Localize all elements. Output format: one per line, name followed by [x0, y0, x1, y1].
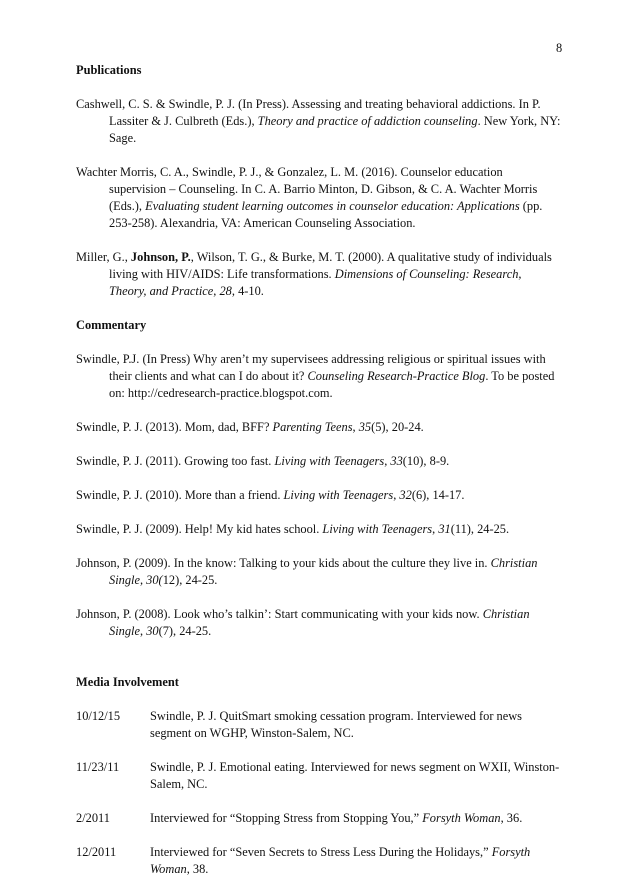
- media-row: [76, 810, 562, 827]
- media-description: Interviewed for “Seven Secrets to Stress Less During the Holidays,” Forsyth Woman, 38.: [150, 845, 531, 876]
- commentary-heading: Commentary: [76, 318, 147, 332]
- commentary-entry: Swindle, P. J. (2011). Growing too fast. Living with Teenagers, 33(10), 8-9.: [76, 454, 450, 468]
- media-description: Swindle, P. J. QuitSmart smoking cessation program. Interviewed for news segment on WGHP, Winston-Salem, NC.: [150, 709, 523, 740]
- commentary-entry: Swindle, P.J. (In Press) Why aren’t my supervisees addressing religious or spiritual issues with their clients and what can I do about it? Counseling Research-Practice Blog. To be posted on: http://cedresearch-practice.blogspot.com.: [76, 352, 555, 400]
- media-row: [76, 844, 562, 878]
- page-number: 8: [556, 41, 563, 55]
- media-date: 11/23/11: [76, 760, 120, 774]
- publications-heading: Publications: [76, 63, 142, 77]
- media-date: 12/2011: [76, 845, 117, 859]
- page-content: [76, 62, 562, 878]
- commentary-entry: Johnson, P. (2009). In the know: Talking to your kids about the culture they live in. Christian Single, 30(12), 24-25.: [76, 556, 538, 587]
- media-description: Interviewed for “Stopping Stress from Stopping You,” Forsyth Woman, 36.: [150, 811, 523, 825]
- publication-entry: Cashwell, C. S. & Swindle, P. J. (In Press). Assessing and treating behavioral addictions. In P. Lassiter & J. Culbreth (Eds.), Theory and practice of addiction counseling. New York, NY: Sage.: [76, 97, 561, 145]
- commentary-entry: Johnson, P. (2008). Look who’s talkin’: Start communicating with your kids now. Christian Single, 30(7), 24-25.: [76, 607, 530, 638]
- media-heading: Media Involvement: [76, 675, 179, 689]
- media-row: [76, 759, 562, 793]
- publication-entry: Wachter Morris, C. A., Swindle, P. J., & Gonzalez, L. M. (2016). Counselor education supervision – Counseling. In C. A. Barrio Minton, D. Gibson, & C. A. Wachter Morris (Eds.), Evaluating student learning outcomes in counselor education: Applications (pp. 253-258). Alexandria, VA: American Counseling Association.: [76, 165, 543, 230]
- media-row: [76, 708, 562, 742]
- commentary-entry: Swindle, P. J. (2010). More than a friend. Living with Teenagers, 32(6), 14-17.: [76, 488, 465, 502]
- commentary-entry: Swindle, P. J. (2009). Help! My kid hates school. Living with Teenagers, 31(11), 24-25.: [76, 522, 510, 536]
- commentary-entry: Swindle, P. J. (2013). Mom, dad, BFF? Parenting Teens, 35(5), 20-24.: [76, 420, 424, 434]
- publication-entry: Miller, G., Johnson, P., Wilson, T. G., & Burke, M. T. (2000). A qualitative study of individuals living with HIV/AIDS: Life transformations. Dimensions of Counseling: Research, Theory, and Practice, 28, 4-10.: [76, 250, 552, 298]
- media-date: 10/12/15: [76, 709, 121, 723]
- media-description: Swindle, P. J. Emotional eating. Interviewed for news segment on WXII, Winston-Salem, NC.: [150, 760, 560, 791]
- media-date: 2/2011: [76, 811, 110, 825]
